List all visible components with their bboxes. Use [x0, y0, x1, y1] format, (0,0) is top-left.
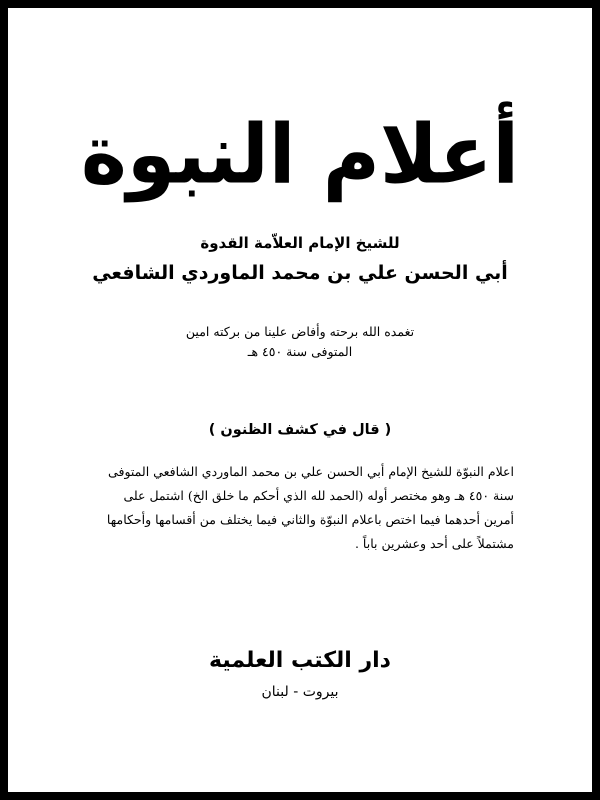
publisher-name: دار الكتب العلمية — [209, 648, 391, 673]
quote-paragraph — [104, 460, 514, 556]
publisher-city: بيروت - لبنان — [261, 684, 339, 700]
quote-heading: ( قال في كشف الظنون ) — [208, 422, 392, 438]
paragraph-line: مشتملاً على أحد وعشرين باباً . — [354, 536, 514, 551]
book-title: أعلام النبوة — [80, 107, 520, 203]
author-intro: للشيخ الإمام العلاّمة القدوة — [200, 234, 400, 252]
paragraph-line: سنة ٤٥٠ هـ وهو مختصر أوله (الحمد لله الذي أحكم ما خلق الخ) اشتمل على — [123, 488, 514, 503]
blessing-text: تغمده الله برحته وأفاض علينا من بركته امين — [185, 324, 415, 339]
death-year: المتوفى سنة ٤٥٠ هـ — [247, 344, 353, 359]
author-name: أبي الحسن علي بن محمد الماوردي الشافعي — [92, 262, 508, 284]
title-page — [8, 8, 592, 792]
paragraph-line: أمرين أحدهما فيما اختص باعلام النبوّة والثاني فيما يختلف من أقسامها وأحكامها — [106, 512, 514, 527]
paragraph-line: اعلام النبوّة للشيخ الإمام أبي الحسن علي بن محمد الماوردي الشافعي المتوفى — [108, 464, 514, 479]
